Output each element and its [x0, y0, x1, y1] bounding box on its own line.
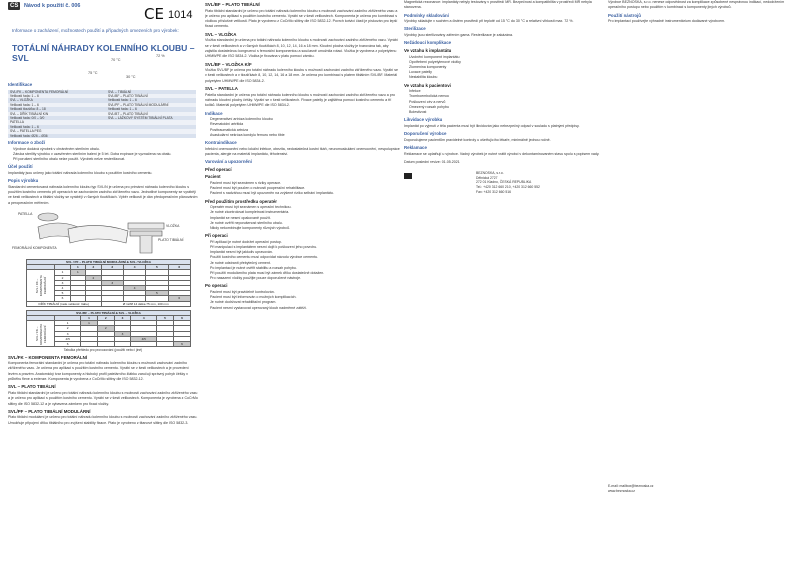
during-item: • Je nutné odstranit přebytečný cement.	[210, 261, 400, 266]
identification-table	[8, 90, 196, 138]
kit-title: Použití nástrojů	[608, 12, 641, 18]
indication-title: Indikace	[205, 110, 223, 116]
humidity-pct: 72 %	[156, 54, 165, 58]
identification-cell: Velikosti řada: 1 – 6	[8, 125, 106, 129]
revision-date: Datum poslední revize: 01.05.2021	[404, 159, 460, 164]
table-cell: 3	[55, 280, 70, 285]
femoral-title: SVL/FK – KOMPONENTA FEMORÁLNÍ	[8, 354, 88, 360]
stem-row	[27, 301, 191, 306]
main-title: TOTÁLNÍ NÁHRADY KOLENNÍHO KLOUBU – SVL	[12, 43, 195, 63]
identification-title: Identifikace	[8, 82, 33, 87]
info-list	[8, 147, 198, 163]
table-side-label: SVL / FK – KOMPONENTA FEMORÁLNÍ	[27, 321, 55, 347]
disposal-title: Likvidace výrobku	[404, 117, 443, 123]
table-caption: Tabulka přehledu pro provozování (použití nebo i jiné)	[63, 348, 143, 353]
disposal-text: Implantát po vyjmutí z těla pacienta musí být likvidován jako nebezpečný odpad v souladu s platnými předpisy.	[404, 123, 580, 128]
stem-label: DŘÍK TIBIÁLNÍ (rade velikostí: Itabe)	[27, 301, 102, 306]
identification-cell: Velikosti řada: 0/0 – 0/0	[8, 116, 106, 120]
after-item: • Pacient musí být pravidelně kontrolován.	[210, 290, 400, 295]
during-item: • Pro nasazení vložky použijte pouze doporučené nástroje.	[210, 276, 400, 281]
complications-list-1	[404, 55, 600, 81]
table-title: SVL/BF – PLATO TIBIÁLNÍ & SVL – VLOŽKA	[27, 310, 191, 315]
table-cell	[157, 341, 174, 346]
contact-block	[608, 484, 653, 493]
language-logo: CS	[10, 3, 19, 9]
indication-item: • Avaskulární nekróza kondylu femuru nebo tibie	[210, 133, 400, 138]
table-header-cell: 3	[114, 315, 131, 320]
table-header-cell: 2	[86, 265, 101, 270]
temp-mid: 30 °C	[126, 75, 136, 79]
complication-item: • Tromboembolická nemoc	[409, 94, 600, 99]
warning-sub1: Před operací	[205, 166, 232, 172]
identification-cell: SVL/PF – PLATO TIBIÁLNÍ MODULÁRNÍ	[106, 103, 196, 107]
identification-cell: Velikosti řada: 1 – 6	[106, 107, 196, 111]
complications-title: Nežádoucí komplikace	[404, 40, 452, 46]
table-cell: 5	[55, 291, 70, 296]
table-cell: 3	[101, 280, 123, 285]
s3-text: Vložka SVL/BF je určena pro totální náhradu kolenního kloubu s možností zachování zadního zkříženého vazu. Vyrábí se v šesti velikostech a v tloušťkách 8, 10, 12, 14, 16 a 18 mm. Je určena pro kombinaci s platem tibiálním SVL/BF. Materiál polyetylen UHMWPE dle ISO 5834-2.	[205, 68, 399, 83]
complication-item: • Omezený rozsah pohybu	[409, 105, 600, 110]
surgeon-list	[205, 205, 400, 231]
identification-cell: Velikosti tloušťka: 8 – 18	[8, 107, 106, 111]
temp-low: 75 °C	[88, 71, 98, 75]
surgeon-item: • Je nutné ověřit neporušenost sterilního obalu.	[210, 221, 400, 226]
surgeon-title: Před použitím prostředku operatér	[205, 198, 277, 204]
complaint-title: Reklamace	[404, 144, 427, 150]
manufacturer-icon	[404, 173, 412, 179]
info-item: • Při porušení sterilního obalu nelze použít. Výrobek nelze resterilizovat.	[13, 157, 198, 162]
compatibility-table-1	[26, 259, 191, 307]
s4-title: SVL – PATELLA	[205, 86, 238, 92]
s1-text: Plato tibiální standardní je určeno pro totální náhradu kolenního kloubu s možností zachování zadního zkříženého vazu a je určeno pro aplikaci s použitím kostního cementu. Vyrábí se v šesti velikostech. Komponenta je určena pro kombinaci s vložkou příslušné velikosti. Plato je vyrobeno z CoCrMo slitiny dle ISO 5832-12. Povrch kotvicí části je pískován pro lepší fixaci cementu.	[205, 8, 398, 29]
table-cell	[81, 341, 98, 346]
temp-max: 70 °C	[111, 58, 121, 62]
company-street: Dělnická 2727	[476, 175, 498, 180]
after-item: • Pacient nesmí vystavovat operovaný kloub nadměrné zátěži.	[210, 306, 400, 311]
warning-title: Varování a upozornění	[205, 159, 252, 165]
table-cell: 2	[55, 326, 81, 331]
indication-item: • Degenerativní artróza kolenního kloubu	[210, 117, 400, 122]
complication-item: • Luxace patelly	[409, 70, 600, 75]
table-cell: 3	[114, 331, 131, 336]
identification-cell: SVL – DŘÍK TIBIÁLNÍ K/N	[8, 112, 106, 116]
subtitle: Informace o zacházení, možnostech použití a případných omezeních pro výrobek:	[12, 28, 179, 33]
table-cell: 1	[70, 270, 85, 275]
identification-cell: SVL – LÁŽKOVÝ SYSTÉM TIBIÁLNÍ PLATA	[106, 116, 196, 120]
info-title: Informace o zboží	[8, 140, 46, 146]
warning-list	[205, 181, 400, 197]
intro-text: Magnetická rezonance: implantáty nebyly testovány v prostředí MR. Bezpečnost a kompatibilita v prostředí MR nebyla stanovena.	[404, 0, 592, 10]
compatibility-table-2	[26, 310, 191, 347]
table-header-cell: 5	[146, 265, 168, 270]
manufacturer-block	[404, 171, 600, 211]
table-cell: 2	[55, 275, 70, 280]
table-header-cell: 6	[173, 315, 190, 320]
label-plateau: PLATO TIBIÁLNÍ	[158, 237, 184, 242]
company-phone: Tel.: +420 312 660 210, +420 312 660 552	[476, 184, 540, 189]
table-cell: 1	[81, 321, 98, 326]
complication-item: • Bolestivost	[409, 110, 600, 115]
company-email: E-mail: mailbox@beznoska.cz	[608, 484, 654, 488]
table-side-label: SVL / FK – KOMPONENTA FEMORÁLNÍ	[27, 270, 55, 301]
ce-notified-body-number: 1014	[168, 9, 193, 21]
warning-item: • Pacient s nadváhou musí být upozorněn na zvýšené riziko selhání implantátu.	[210, 191, 400, 196]
table-header-cell: 3	[101, 265, 123, 270]
identification-cell: PATELLA	[8, 120, 106, 124]
s2-title: SVL – VLOŽKA	[205, 31, 237, 37]
company-name: BEZNOSKA, s.r.o.	[476, 171, 504, 176]
table-cell: 4/5	[131, 336, 157, 341]
identification-cell: SVL – PATELLA PEG	[8, 129, 106, 133]
warning-item: • Pacient musí být poučen o nutnosti pooperační rehabilitace.	[210, 186, 400, 191]
during-item: • Po implantaci je nutné ověřit stabilitu a rozsah pohybu.	[210, 266, 400, 271]
during-item: • Při aplikaci je nutné dodržet operační postup.	[210, 240, 400, 245]
table-header-cell: 6	[168, 265, 190, 270]
column-3	[404, 0, 600, 565]
stem-values: Ø 12/Ø 14 délka 75 mm, 100 mm	[101, 301, 190, 306]
label-insert: VLOŽKA	[166, 223, 180, 228]
surgeon-item: • Operatér musí být seznámen s operační technikou.	[210, 205, 400, 210]
table-cell: 6	[173, 341, 190, 346]
identification-cell	[106, 134, 196, 138]
info-item: • Záruka sterility výrobku v uzavřeném sterilním balení je 5 let. Doba expirace je vyznačena na obalu.	[13, 152, 198, 157]
identification-cell: SVL/BT – PLATO TIBIÁLNÍ	[106, 112, 196, 116]
complaint-text: Reklamace se uplatňují u výrobce. Vadný výrobek je nutné vrátit výrobci v dekontaminovaném stavu spolu s popisem vady.	[404, 151, 600, 156]
storage-title: Podmínky skladování	[404, 12, 449, 18]
during-item: • Při použití modulárního plata musí být zámek dříku dostatečně dotažen.	[210, 271, 400, 276]
column-2	[205, 0, 400, 565]
table-cell: 4/5	[55, 336, 81, 341]
storage-text: Výrobky skladujte v suchém a čistém prostředí při teplotě od 15 °C do 30 °C a relativní vlhkosti max. 72 %.	[404, 19, 574, 24]
table-header-cell: 4	[131, 315, 157, 320]
company-city: 272 01 Kladno, ČESKÁ REPUBLIKA	[476, 180, 532, 185]
s4-text: Patella standardní je určena pro totální náhradu kolenního kloubu s možností zachování zadního zkříženého vazu a pro náhradu kloubní plochy čéšky. Vyrábí se v šesti velikostech. Fixace patelly je zajištěna pomocí kostního cementu a tří kolíků. Materiál polyetylen UHMWPE dle ISO 5834-2.	[205, 92, 395, 108]
table-header-cell: 1	[70, 265, 85, 270]
table-cell: 5	[146, 291, 168, 296]
tibial-text: Plato tibiální standardní je určeno pro totální náhradu kolenního kloubu s možností zachování zadního zkříženého vazu a je určeno pro aplikaci s použitím kostního cementu. Vyrábí se v šesti velikostech. Komponenta je vyrobena z CoCrMo slitiny dle ISO 5832-12 a je vybavena zámkem pro fixaci vložky.	[8, 390, 198, 406]
table-cell: 3	[55, 331, 81, 336]
implant-diagram	[8, 209, 198, 257]
col4-intro-text: Výrobce BEZNOSKA, s.r.o. nenese odpovědnost za komplikace způsobené nesprávnou indikací, nedodržením operačního postupu nebo použitím v kombinaci s komponenty jiných výrobců.	[608, 0, 785, 10]
knee-implant-illustration	[8, 209, 198, 257]
table-cell: 6	[55, 341, 81, 346]
table-cell: 2	[97, 326, 114, 331]
identification-cell: Velikosti řada: 1 – 6	[106, 98, 196, 102]
sterilization-text: Výrobky jsou sterilizovány zářením gama. Resterilizace je zakázána.	[404, 33, 514, 38]
complication-item: • Uvolnění komponent implantátu	[409, 55, 600, 60]
complications-sub2: Ve vztahu k pacientovi	[404, 82, 451, 88]
s1-title: SVL/BF – PLATO TIBIÁLNÍ	[205, 2, 260, 7]
during-item: • Při manipulaci s implantátem nesmí dojít k poškození jeho povrchu.	[210, 245, 400, 250]
contraindication-text: Infekční onemocnění nebo lokální infekce, obezita, nedostatečná kostní tkáň, neuromuskulární onemocnění, nespolupráce pacienta, alergie na materiál implantátu, těhotenství.	[205, 146, 400, 156]
description-title: Popis výrobku	[8, 178, 39, 184]
table-cell: 1	[55, 270, 70, 275]
column-1	[8, 0, 198, 565]
table-header-cell: 1	[81, 315, 98, 320]
label-femoral: FEMORÁLNÍ KOMPONENTA	[12, 245, 57, 250]
identification-cell: Velikosti řada: 1 – 6	[8, 94, 106, 98]
indication-list	[205, 117, 400, 138]
complication-item: • Zlomenina komponenty	[409, 65, 600, 70]
table-cell	[114, 341, 131, 346]
company-fax: Fax: +420 312 660 516	[476, 189, 511, 194]
ce-mark-icon: CE	[144, 5, 164, 23]
table-header-cell: 2	[97, 315, 114, 320]
warning-sub2: Pacient	[205, 174, 221, 180]
table-title: SVL / PF – PLATO TIBIÁLNÍ MODULÁRNÍ & SVL / VLOŽKA	[27, 259, 191, 264]
after-title: Po operaci	[205, 283, 228, 289]
s3-title: SVL/BF – VLOŽKA K/F	[205, 61, 252, 67]
company-web: www.beznoska.cz	[608, 488, 635, 493]
complications-sub1: Ve vztahu k implantátu	[404, 47, 452, 53]
femoral-text: Komponenta femorální standardní je určena pro totální náhradu kolenního kloubu s možností zachování zadního zkříženého vazu. Je určena pro aplikaci s použitím kostního cementu. Vyrábí se v šesti velikostech a je provedení levém a pravém. Anatomický tvar komponenty a hluboký profil patelárního žlábku zaručují správný pohyb čéšky v průběhu flexe a extenze. Komponenta je vyrobena z CoCrMo slitiny dle ISO 5832-12.	[8, 361, 189, 382]
info-item: • Výrobce dodává výrobek v chráněném sterilním obalu.	[13, 147, 198, 152]
recommend-title: Doporučení výrobce	[404, 131, 447, 137]
modular-title: SVL/PF – PLATO TIBIÁLNÍ MODULÁRNÍ	[8, 408, 91, 414]
column-4	[608, 0, 794, 565]
identification-cell: SVL – TIBIÁLNÍ	[106, 90, 196, 94]
warning-item: • Pacient musí být seznámen s riziky operace.	[210, 181, 400, 186]
purpose-title: Účel použití	[8, 164, 33, 170]
table-header-cell: 5	[157, 315, 174, 320]
complication-item: • Poškození cév a nervů	[409, 100, 600, 105]
table-cell: 4	[55, 285, 70, 290]
sterilization-title: Sterilizace	[404, 26, 426, 32]
identification-section	[8, 82, 198, 138]
table-corner	[27, 315, 55, 320]
identification-cell: Velikosti řada: Ø26 – Ø36	[8, 134, 106, 138]
table-cell: 2	[86, 275, 101, 280]
complication-item: • Opotřebení polyetylenové vložky	[409, 60, 600, 65]
s2-text: Vložka standardní je určena pro totální náhradu kolenního kloubu s možností zachování zadního zkříženého vazu. Vyrábí se v šesti velikostech a v různých tloušťkách 8, 10, 12, 14, 16 a 18 mm. Kloubní plocha vložky je tvarována tak, aby zajistila dostatečnou kongruenci s femorální komponentou a současně umožnila rotaci. Vložka je vyrobena z polyetylenu UHMWPE dle ISO 5834-2. Vložka je fixována v platu pomocí zámku.	[205, 38, 398, 59]
during-item: • Implantát nesmí být jakkoliv upravován.	[210, 250, 400, 255]
complication-item: • Nestabilita kloubu	[409, 75, 600, 80]
indication-item: • Revmatoidní artritida	[210, 122, 400, 127]
identification-cell: SVL – VLOŽKA	[8, 98, 106, 102]
surgeon-item: • Implantát se nesmí opakovaně použít.	[210, 216, 400, 221]
identification-cell: SVL/FK – KOMPONENTA FEMORÁLNÍ	[8, 90, 106, 94]
table-cell: 6	[168, 296, 190, 301]
table-cell: 4	[123, 285, 145, 290]
kit-text: Pro implantaci používejte výhradně instrumentárium dodávané výrobcem.	[608, 19, 726, 24]
contraindication-title: Kontraindikace	[205, 139, 237, 145]
during-item: • Použití kostního cementu musí odpovídat návodu výrobce cementu.	[210, 255, 400, 260]
description-text: Standardní cementovaná náhrada kolenního kloubu typ SVL/N je určena pro primární náhradu kolenního kloubu s použitím kostního cementu při operacích se zachováním zadního zkříženého vazu. Jednotlivé komponenty se vyrábějí ve šesti velikostech a tibiální vložky se vyrábějí v různých tloušťkách. Výběr velikostí je dán předoperačním plánováním a peroperačním měřením.	[8, 184, 198, 205]
after-item: • Pacient musí být informován o možných komplikacích.	[210, 295, 400, 300]
during-list	[205, 240, 400, 282]
table-cell	[131, 341, 157, 346]
modular-text: Plato tibiální modulární je určeno pro totální náhradu kolenního kloubu s možností zachování zadního zkříženého vazu. Umožňuje připojení dříku tibiálního pro zvýšení stability fixace. Plato je vyrobeno z titanové slitiny dle ISO 5832-3.	[8, 415, 198, 425]
table-header-cell: 4	[123, 265, 145, 270]
recommend-text: Doporučujeme pacientům pravidelné kontroly u ošetřujícího lékaře, minimálně jednou ročně.	[404, 137, 551, 142]
surgeon-item: • Nikdy nekombinujte komponenty různých výrobců.	[210, 226, 400, 231]
doc-title: Návod k použití č. 006	[24, 3, 81, 9]
tibial-title: SVL – PLATO TIBIÁLNÍ	[8, 384, 56, 390]
table-cell: 6	[55, 296, 70, 301]
surgeon-item: • Je nutné zkontrolovat kompletnost instrumentária.	[210, 210, 400, 215]
table-cell	[97, 341, 114, 346]
during-title: Při operaci	[205, 233, 228, 239]
identification-row	[8, 134, 196, 138]
identification-cell: SVL/BF – PLATO TIBIÁLNÍ	[106, 94, 196, 98]
complication-item: • Infekce	[409, 89, 600, 94]
indication-item: • Posttraumatická artróza	[210, 128, 400, 133]
identification-cell: Velikosti řada: 1 – 6	[8, 103, 106, 107]
purpose-text: Implantáty jsou určeny jako totální náhrada kolenního kloubu s použitím kostního cementu.	[8, 170, 153, 175]
complications-list-2	[404, 89, 600, 115]
table-cell: 1	[55, 321, 81, 326]
label-patella: PATELLA	[18, 211, 33, 216]
after-list	[205, 290, 400, 311]
after-item: • Je nutné dodržovat rehabilitační program.	[210, 300, 400, 305]
manufacturer-address	[476, 171, 540, 194]
